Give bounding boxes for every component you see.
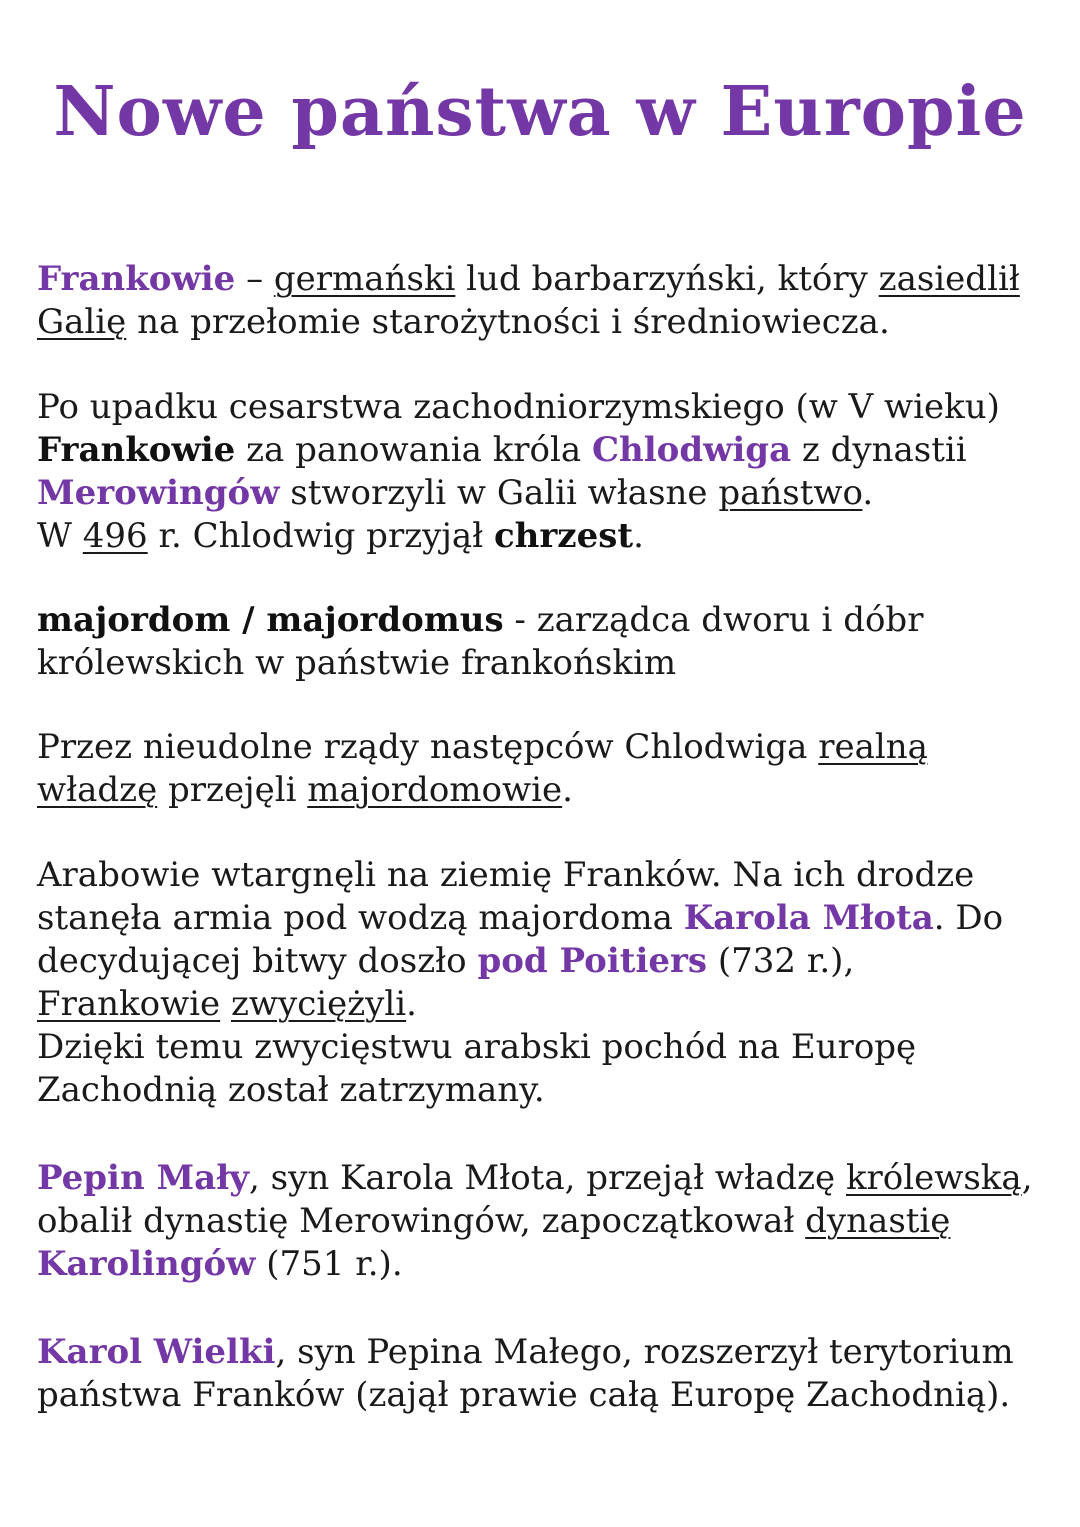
text-segment: [220, 984, 231, 1024]
term-frankowie: Frankowie: [37, 259, 236, 299]
text-segment: obalił dynastię Merowingów, zapoczątkował: [37, 1201, 806, 1241]
paragraph-majordomowie: [37, 726, 1057, 812]
underlined-realna: realną: [818, 727, 928, 767]
text-segment: królewskich w państwie frankońskim: [37, 643, 677, 683]
text-segment: ,: [1021, 1158, 1033, 1198]
text-segment: .: [862, 473, 874, 513]
underlined-wladze: władzę: [37, 770, 158, 810]
text-segment: z dynastii: [791, 430, 967, 470]
text-segment: Dzięki temu zwycięstwu arabski pochód na Europę: [37, 1027, 917, 1067]
text-segment: W: [37, 516, 83, 556]
bold-chrzest: chrzest: [493, 516, 634, 556]
term-merowingow: Merowingów: [37, 473, 280, 513]
underlined-496: 496: [82, 516, 148, 556]
text-segment: lud barbarzyński, który: [455, 259, 879, 299]
underlined-krolewska: królewską: [845, 1158, 1022, 1198]
term-karolingow: Karolingów: [37, 1244, 256, 1284]
underlined-majordomowie: majordomowie: [307, 770, 563, 810]
term-pod-poitiers: pod Poitiers: [477, 941, 708, 981]
underlined-dynastie: dynastię: [805, 1201, 951, 1241]
text-segment: r. Chlodwig przyjął: [147, 516, 494, 556]
text-segment: stanęła armia pod wodzą majordoma: [37, 898, 684, 938]
bold-majordom: majordom / majordomus: [37, 600, 504, 640]
term-karol-wielki: Karol Wielki: [37, 1332, 276, 1372]
text-segment: na przełomie starożytności i średniowiecza.: [126, 302, 890, 342]
text-segment: - zarządca dworu i dóbr: [503, 600, 924, 640]
term-karola-mlota: Karola Młota: [683, 898, 934, 938]
text-segment: Arabowie wtargnęli na ziemię Franków. Na ich drodze: [37, 855, 975, 895]
paragraph-poitiers: [37, 854, 1057, 1112]
text-segment: .: [562, 770, 573, 810]
underlined-galie: Galię: [37, 302, 127, 342]
text-segment: .: [633, 516, 644, 556]
text-segment: decydującej bitwy doszło: [37, 941, 478, 981]
text-segment: Przez nieudolne rządy następców Chlodwiga: [37, 727, 819, 767]
bold-frankowie: Frankowie: [37, 430, 236, 470]
text-segment: (751 r.).: [255, 1244, 403, 1284]
underlined-germanski: germański: [273, 259, 456, 299]
page-title: Nowe państwa w Europie: [53, 72, 1027, 152]
text-segment: Zachodnią został zatrzymany.: [37, 1070, 545, 1110]
text-segment: stworzyli w Galii własne: [279, 473, 719, 513]
term-pepin-maly: Pepin Mały: [37, 1158, 250, 1198]
text-segment: –: [235, 259, 274, 299]
text-segment: państwa Franków (zajął prawie całą Europę Zachodnią).: [37, 1375, 1011, 1415]
text-segment: za panowania króla: [235, 430, 592, 470]
underlined-zasiedlil: zasiedlił: [878, 259, 1020, 299]
paragraph-chlodwig: [37, 386, 1057, 558]
text-segment: przejęli: [157, 770, 308, 810]
text-segment: .: [406, 984, 417, 1024]
term-chlodwiga: Chlodwiga: [591, 430, 792, 470]
text-segment: . Do: [933, 898, 1004, 938]
underlined-zwyciezyli: zwyciężyli: [231, 984, 407, 1024]
text-segment: , syn Pepina Małego, rozszerzył terytorium: [275, 1332, 1014, 1372]
underlined-panstwo: państwo: [718, 473, 863, 513]
text-segment: (732 r.),: [707, 941, 855, 981]
paragraph-pepin: [37, 1157, 1057, 1286]
paragraph-karol-wielki: [37, 1331, 1057, 1417]
underlined-frankowie: Frankowie: [37, 984, 221, 1024]
paragraph-majordom: [37, 599, 1057, 685]
paragraph-frankowie: [37, 258, 1057, 344]
text-segment: Po upadku cesarstwa zachodniorzymskiego (w V wieku): [37, 387, 1000, 427]
text-segment: , syn Karola Młota, przejął władzę: [249, 1158, 846, 1198]
